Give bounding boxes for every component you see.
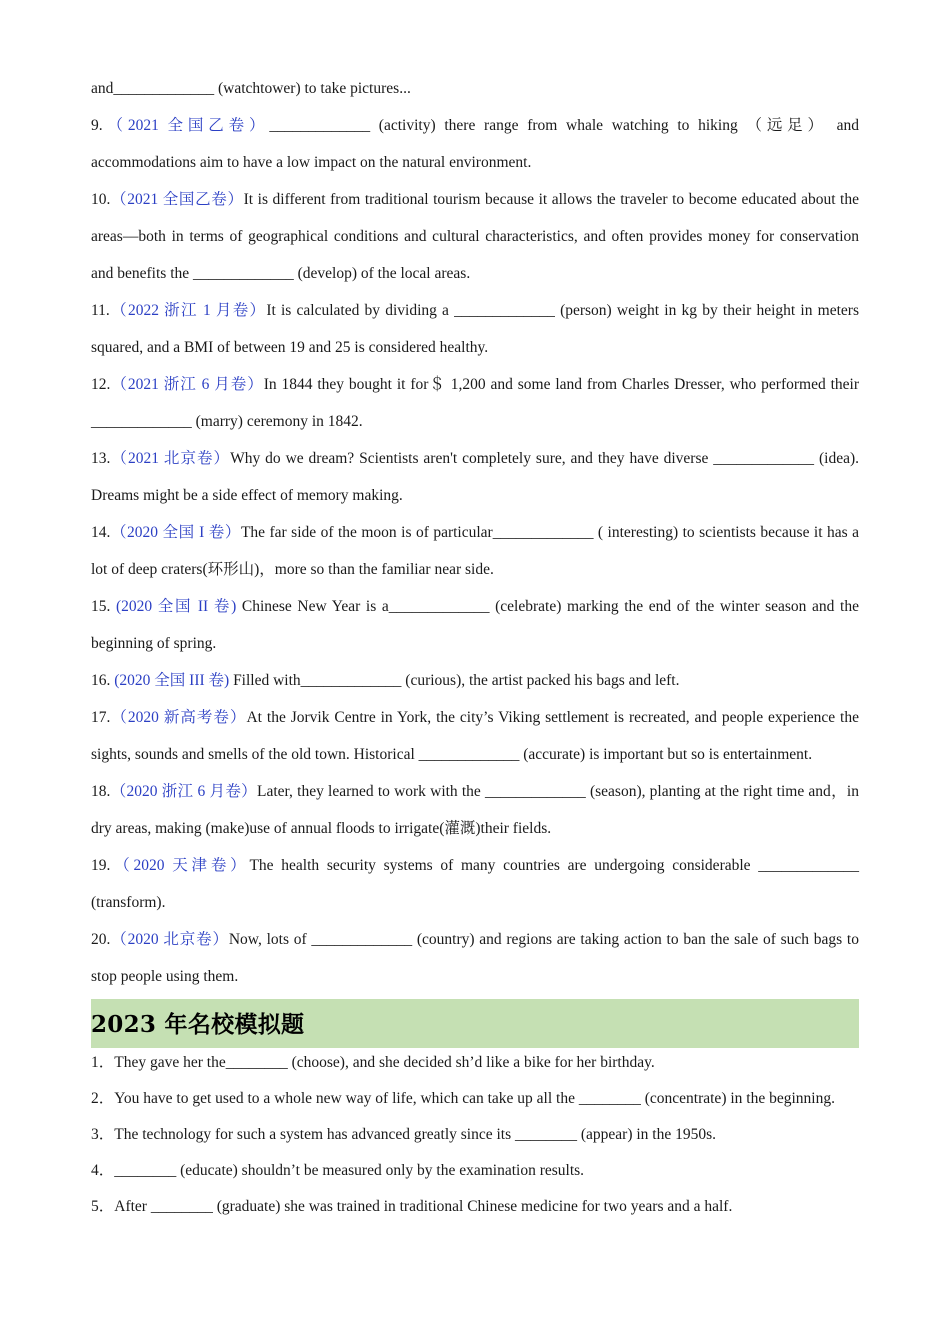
item-number: 4． bbox=[91, 1162, 115, 1179]
item-text: The health security systems of many countries are undergoing considerable _____________ (transform). bbox=[91, 857, 859, 911]
item-text: Why do we dream? Scientists aren't completely sure, and they have diverse _____________ (idea). Dreams might be a side effect of memory making. bbox=[91, 450, 859, 504]
item-number: 14. bbox=[91, 524, 111, 541]
item-source: （2021 浙江 6 月卷） bbox=[110, 376, 264, 393]
item-number: 16. bbox=[91, 672, 111, 689]
gaokao-item-20 bbox=[91, 921, 859, 995]
gaokao-item-13 bbox=[91, 440, 859, 514]
item-text: and_____________ (watchtower) to take pictures... bbox=[91, 80, 411, 97]
item-source: （2022 浙江 1 月卷） bbox=[109, 302, 267, 319]
gaokao-item-12 bbox=[91, 366, 859, 440]
item-text: Now, lots of _____________ (country) and regions are taking action to ban the sale of such bags to stop people using them. bbox=[91, 931, 859, 985]
gaokao-item-17 bbox=[91, 699, 859, 773]
item-source: （2020 新高考卷） bbox=[110, 709, 247, 726]
gaokao-item-19 bbox=[91, 847, 859, 921]
mock-item-2 bbox=[91, 1081, 859, 1117]
item-text: At the Jorvik Centre in York, the city’s Viking settlement is recreated, and people experience the sights, sounds and smells of the old town. Historical _____________ (accurate) is important but so is entertainment. bbox=[91, 709, 859, 763]
item-source: (2020 全国 II 卷) bbox=[110, 598, 237, 615]
gaokao-item-continuation bbox=[91, 70, 859, 107]
gaokao-item-10 bbox=[91, 181, 859, 292]
item-number: 13. bbox=[91, 450, 111, 467]
item-source: （2020 天津卷） bbox=[110, 857, 250, 874]
item-source: （2021 全国乙卷） bbox=[102, 117, 270, 134]
item-source: （2020 北京卷） bbox=[110, 931, 229, 948]
item-number: 12. bbox=[91, 376, 111, 393]
item-text: _____________ (activity) there range from whale watching to hiking （远足） and accommodations aim to have a low impact on the natural environment. bbox=[91, 117, 859, 171]
item-text: It is calculated by dividing a _____________ (person) weight in kg by their height in meters squared, and a BMI of between 19 and 25 is considered healthy. bbox=[91, 302, 859, 356]
gaokao-item-11 bbox=[91, 292, 859, 366]
item-text: After ________ (graduate) she was trained in traditional Chinese medicine for two years and a half. bbox=[114, 1198, 733, 1215]
item-number: 18. bbox=[91, 783, 111, 800]
item-text: In 1844 they bought it for＄ 1,200 and some land from Charles Dresser, who performed their _____________ (marry) ceremony in 1842. bbox=[91, 376, 859, 430]
item-source: （2020 全国 I 卷） bbox=[110, 524, 241, 541]
gaokao-item-15 bbox=[91, 588, 859, 662]
item-source: (2020 全国 III 卷) bbox=[110, 672, 230, 689]
gaokao-item-9 bbox=[91, 107, 859, 181]
mock-item-3 bbox=[91, 1117, 859, 1153]
item-number: 17. bbox=[91, 709, 111, 726]
gaokao-item-16 bbox=[91, 662, 859, 699]
item-number: 10. bbox=[91, 191, 111, 208]
gaokao-item-14 bbox=[91, 514, 859, 588]
item-number: 3． bbox=[91, 1126, 115, 1143]
mock-item-4 bbox=[91, 1153, 859, 1189]
item-source: （2021 全国乙卷） bbox=[110, 191, 244, 208]
item-number: 1． bbox=[91, 1054, 115, 1071]
section-heading: 2023 年名校模拟题 bbox=[91, 999, 859, 1048]
mock-item-5 bbox=[91, 1189, 859, 1225]
mock-item-1 bbox=[91, 1045, 859, 1081]
item-text: The technology for such a system has advanced greatly since its ________ (appear) in the 1950s. bbox=[114, 1126, 717, 1143]
item-number: 15. bbox=[91, 598, 111, 615]
item-number: 11. bbox=[91, 302, 110, 319]
gaokao-item-18 bbox=[91, 773, 859, 847]
item-number: 2． bbox=[91, 1090, 115, 1107]
item-number: 9. bbox=[91, 117, 103, 134]
item-text: Later, they learned to work with the _____________ (season), planting at the right time and，in dry areas, making (make)use of annual floods to irrigate(灌溉)their fields. bbox=[91, 783, 859, 837]
item-text: You have to get used to a whole new way of life, which can take up all the ________ (concentrate) in the beginning. bbox=[114, 1090, 835, 1107]
item-text: It is different from traditional tourism because it allows the traveler to become educated about the areas—both in terms of geographical conditions and cultural characteristics, and often provides money for conservation and benefits the _____________ (develop) of the local areas. bbox=[91, 191, 859, 282]
item-source: （2020 浙江 6 月卷） bbox=[110, 783, 257, 800]
item-number: 5． bbox=[91, 1198, 115, 1215]
item-text: ________ (educate) shouldn’t be measured only by the examination results. bbox=[114, 1162, 585, 1179]
item-source: （2021 北京卷） bbox=[110, 450, 231, 467]
document-page bbox=[91, 70, 859, 1225]
item-text: Filled with_____________ (curious), the artist packed his bags and left. bbox=[229, 672, 680, 689]
item-number: 19. bbox=[91, 857, 111, 874]
item-text: They gave her the________ (choose), and she decided sh’d like a bike for her birthday. bbox=[114, 1054, 655, 1071]
item-text: Chinese New Year is a_____________ (celebrate) marking the end of the winter season and the beginning of spring. bbox=[91, 598, 859, 652]
item-number: 20. bbox=[91, 931, 111, 948]
item-text: The far side of the moon is of particular_____________ ( interesting) to scientists because it has a lot of deep craters(环形山)，more so than the familiar near side. bbox=[91, 524, 859, 578]
